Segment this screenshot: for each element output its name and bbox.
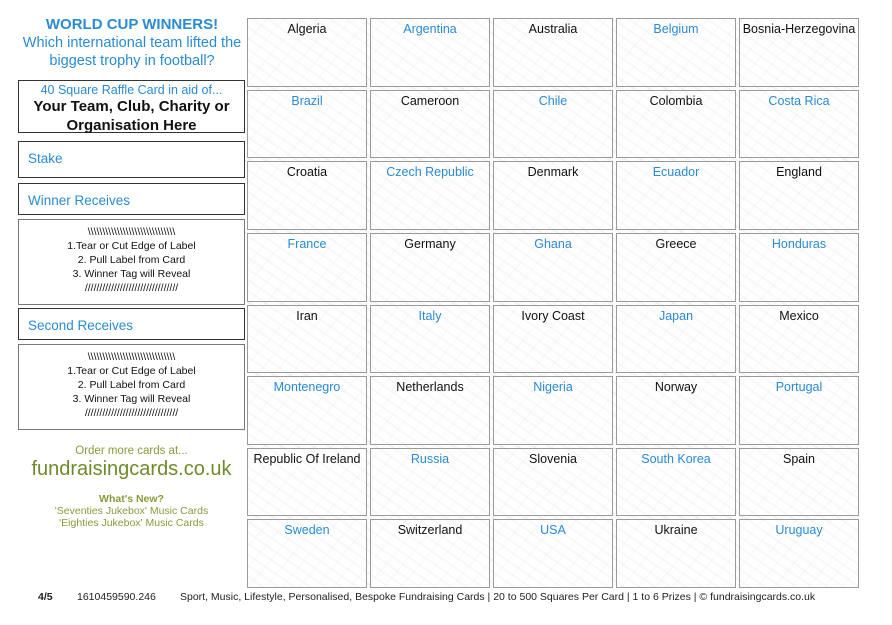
team-squares-grid [247, 18, 859, 588]
left-panel [18, 14, 246, 529]
team-square[interactable]: Ecuador [616, 161, 736, 230]
team-square[interactable]: Republic Of Ireland [247, 448, 367, 517]
stake-label: Stake [28, 151, 63, 166]
tag-bottom-line: //////////////////////////////// [84, 282, 179, 294]
whats-new-heading: What's New? [99, 493, 164, 505]
team-square[interactable]: Brazil [247, 90, 367, 159]
second-receives-field [18, 308, 245, 340]
stake-field [18, 141, 245, 178]
team-square[interactable]: South Korea [616, 448, 736, 517]
team-square[interactable]: Nigeria [493, 376, 613, 445]
order-text: Order more cards at... [75, 445, 188, 457]
tag-step-1: 1.Tear or Cut Edge of Label [67, 365, 196, 377]
team-square[interactable]: Chile [493, 90, 613, 159]
website-link[interactable]: fundraisingcards.co.uk [31, 458, 232, 480]
team-square[interactable]: Portugal [739, 376, 859, 445]
team-square[interactable]: Greece [616, 233, 736, 302]
team-square[interactable]: Iran [247, 305, 367, 374]
team-square[interactable]: Denmark [493, 161, 613, 230]
team-square[interactable]: Italy [370, 305, 490, 374]
whats-new-item-1: 'Seventies Jukebox' Music Cards [54, 505, 209, 517]
organisation-name: Your Team, Club, Charity or Organisation Here [33, 98, 230, 134]
team-square[interactable]: Czech Republic [370, 161, 490, 230]
team-square[interactable]: Japan [616, 305, 736, 374]
winner-receives-field [18, 183, 245, 215]
team-square[interactable]: Australia [493, 18, 613, 87]
team-square[interactable]: Algeria [247, 18, 367, 87]
card-question: Which international team lifted the biggest trophy in football? [22, 35, 242, 69]
team-square[interactable]: Croatia [247, 161, 367, 230]
winner-tag-label[interactable] [18, 219, 245, 305]
team-square[interactable]: Germany [370, 233, 490, 302]
team-square[interactable]: France [247, 233, 367, 302]
tag-top-line: \\\\\\\\\\\\\\\\\\\\\\\\\\\\\\ [87, 226, 176, 238]
card-title: WORLD CUP WINNERS! [45, 16, 219, 33]
team-square[interactable]: Argentina [370, 18, 490, 87]
team-square[interactable]: Ghana [493, 233, 613, 302]
tag-step-1: 1.Tear or Cut Edge of Label [67, 240, 196, 252]
winner-receives-label: Winner Receives [28, 193, 131, 208]
tag-step-2: 2. Pull Label from Card [77, 379, 186, 391]
team-square[interactable]: Uruguay [739, 519, 859, 588]
team-square[interactable]: Slovenia [493, 448, 613, 517]
team-square[interactable]: Honduras [739, 233, 859, 302]
team-square[interactable]: Netherlands [370, 376, 490, 445]
tag-step-3: 3. Winner Tag will Reveal [72, 393, 191, 405]
page-number: 4/5 [38, 591, 53, 603]
team-square[interactable]: Bosnia-Herzegovina [739, 18, 859, 87]
team-square[interactable]: Spain [739, 448, 859, 517]
team-square[interactable]: Ivory Coast [493, 305, 613, 374]
team-square[interactable]: Belgium [616, 18, 736, 87]
team-square[interactable]: Mexico [739, 305, 859, 374]
team-square[interactable]: Norway [616, 376, 736, 445]
raffle-box [18, 80, 245, 133]
whats-new-item-2: 'Eighties Jukebox' Music Cards [59, 517, 204, 529]
team-square[interactable]: Montenegro [247, 376, 367, 445]
tag-bottom-line: //////////////////////////////// [84, 407, 179, 419]
team-square[interactable]: England [739, 161, 859, 230]
team-square[interactable]: Colombia [616, 90, 736, 159]
team-square[interactable]: Sweden [247, 519, 367, 588]
tag-top-line: \\\\\\\\\\\\\\\\\\\\\\\\\\\\\\ [87, 351, 176, 363]
tag-step-3: 3. Winner Tag will Reveal [72, 268, 191, 280]
footer-tagline: Sport, Music, Lifestyle, Personalised, Bespoke Fundraising Cards | 20 to 500 Squares Per Card | 1 to 6 Prizes | © fundraisingcards.co.uk [180, 591, 816, 603]
card-code: 1610459590.246 [77, 591, 156, 603]
team-square[interactable]: Cameroon [370, 90, 490, 159]
team-square[interactable]: Switzerland [370, 519, 490, 588]
tag-step-2: 2. Pull Label from Card [77, 254, 186, 266]
team-square[interactable]: Russia [370, 448, 490, 517]
team-square[interactable]: Ukraine [616, 519, 736, 588]
team-square[interactable]: Costa Rica [739, 90, 859, 159]
team-square[interactable]: USA [493, 519, 613, 588]
second-tag-label[interactable] [18, 344, 245, 430]
second-receives-label: Second Receives [28, 318, 134, 333]
raffle-pre-text: 40 Square Raffle Card in aid of... [40, 83, 223, 97]
